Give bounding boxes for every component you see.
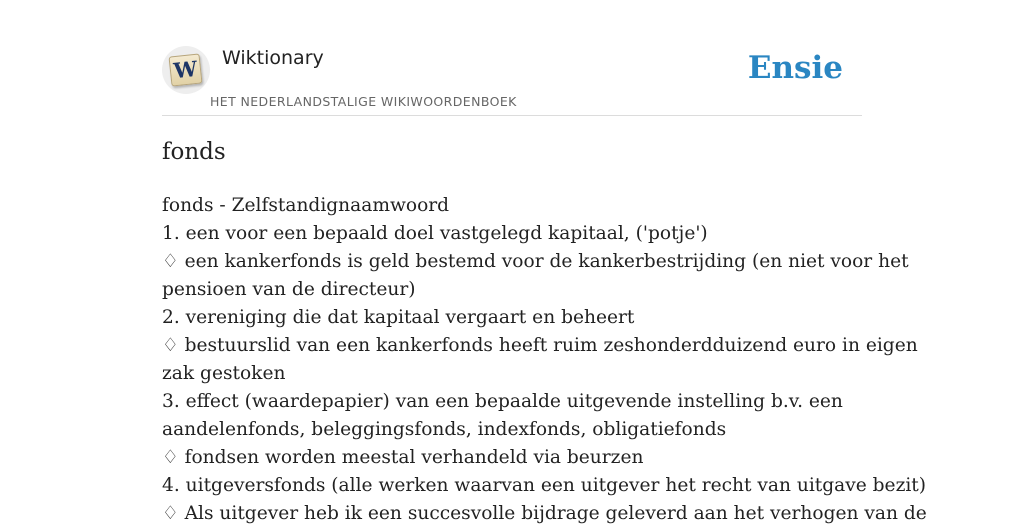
example-line: ♢ een kankerfonds is geld bestemd voor de kankerbestrijding (en niet voor het [162,251,909,272]
site-tagline: HET NEDERLANDSTALIGE WIKIWOORDENBOEK [210,94,517,109]
definition-list [162,192,927,528]
example-line: pensioen van de directeur) [162,279,416,300]
page-title: fonds [162,139,226,165]
example-line: zak gestoken [162,363,286,384]
definition-line: aandelenfonds, beleggingsfonds, indexfonds, obligatiefonds [162,419,727,440]
ensie-brand-link[interactable]: Ensie [747,50,843,86]
definition-line: 3. effect (waardepapier) van een bepaalde uitgevende instelling b.v. een [162,391,843,412]
logo-tile-icon [169,53,203,86]
definition-line: 1. een voor een bepaald doel vastgelegd kapitaal, ('potje') [162,223,708,244]
entry-heading: fonds - Zelfstandignaamwoord [162,195,450,216]
definition-line: 2. vereniging die dat kapitaal vergaart en beheert [162,307,635,328]
example-line: ♢ Als uitgever heb ik een succesvolle bijdrage geleverd aan het verhogen van de [162,503,927,524]
site-header [162,44,862,116]
definition-line: 4. uitgeversfonds (alle werken waarvan een uitgever het recht van uitgave bezit) [162,475,927,496]
logo-letter: W [172,55,199,84]
wiktionary-logo[interactable] [162,46,210,94]
example-line: ♢ fondsen worden meestal verhandeld via beurzen [162,447,644,468]
site-name[interactable]: Wiktionary [222,47,324,69]
example-line: ♢ bestuurslid van een kankerfonds heeft ruim zeshonderdduizend euro in eigen [162,335,918,356]
